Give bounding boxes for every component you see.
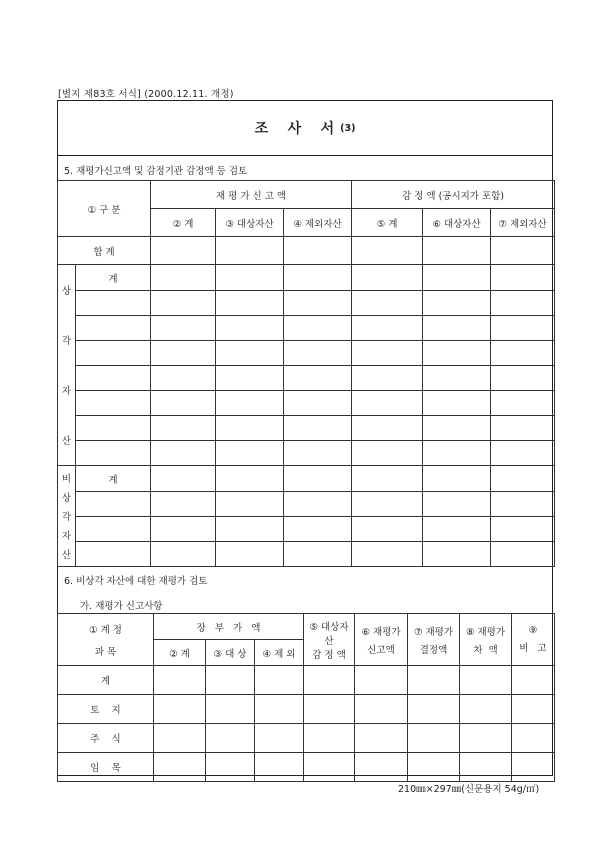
book-target-header: ③ 대 상	[206, 640, 255, 666]
input-cell[interactable]	[216, 492, 284, 517]
input-cell[interactable]	[76, 517, 151, 542]
input-cell[interactable]	[216, 441, 284, 466]
input-cell[interactable]	[151, 416, 216, 441]
input-cell[interactable]	[491, 265, 555, 291]
input-cell[interactable]	[491, 517, 555, 542]
input-cell[interactable]	[491, 291, 555, 316]
input-cell[interactable]	[76, 391, 151, 416]
table-row	[58, 753, 555, 782]
revaluation-decided-header: ⑦ 재평가 결정액	[408, 614, 460, 666]
grand-total-label: 합 계	[58, 237, 151, 265]
input-cell[interactable]	[154, 753, 206, 782]
input-cell[interactable]	[206, 753, 255, 782]
input-cell[interactable]	[151, 366, 216, 391]
input-cell[interactable]	[76, 441, 151, 466]
input-cell[interactable]	[423, 466, 491, 492]
input-cell[interactable]	[423, 517, 491, 542]
input-cell[interactable]	[408, 666, 460, 695]
revaluation-difference-header: ⑧ 재평가 차 액	[460, 614, 512, 666]
input-cell[interactable]	[151, 542, 216, 567]
declared-group-header: 재 평 가 신 고 액	[151, 181, 352, 209]
input-cell[interactable]	[423, 542, 491, 567]
input-cell[interactable]	[216, 237, 284, 265]
grand-total-row	[58, 237, 555, 265]
input-cell[interactable]	[352, 416, 423, 441]
input-cell[interactable]	[206, 724, 255, 753]
input-cell[interactable]	[423, 291, 491, 316]
appraised-target-header: ⑥ 대상자산	[423, 209, 491, 237]
input-cell[interactable]	[151, 441, 216, 466]
input-cell[interactable]	[491, 416, 555, 441]
input-cell[interactable]	[460, 753, 512, 782]
input-cell[interactable]	[154, 724, 206, 753]
valuation-review-table	[57, 180, 555, 567]
input-cell[interactable]	[355, 724, 408, 753]
input-cell[interactable]	[304, 666, 355, 695]
input-cell[interactable]	[355, 695, 408, 724]
table-row	[58, 695, 555, 724]
input-cell[interactable]	[206, 666, 255, 695]
input-cell[interactable]	[512, 695, 555, 724]
input-cell[interactable]	[76, 291, 151, 316]
input-cell[interactable]	[216, 291, 284, 316]
category-header: ① 구 분	[58, 181, 151, 237]
input-cell[interactable]	[154, 695, 206, 724]
input-cell[interactable]	[352, 237, 423, 265]
input-cell[interactable]	[491, 341, 555, 366]
input-cell[interactable]	[216, 517, 284, 542]
input-cell[interactable]	[154, 666, 206, 695]
input-cell[interactable]	[352, 341, 423, 366]
input-cell[interactable]	[352, 466, 423, 492]
input-cell[interactable]	[423, 492, 491, 517]
target-appraisal-header: ⑤ 대상자 산 감 정 액	[304, 614, 355, 666]
input-cell[interactable]	[151, 265, 216, 291]
input-cell[interactable]	[304, 695, 355, 724]
input-cell[interactable]	[512, 666, 555, 695]
input-cell[interactable]	[304, 724, 355, 753]
input-cell[interactable]	[408, 695, 460, 724]
input-cell[interactable]	[206, 695, 255, 724]
form-title	[58, 101, 552, 156]
input-cell[interactable]	[460, 666, 512, 695]
title-number: (3)	[340, 122, 356, 134]
input-cell[interactable]	[284, 416, 352, 441]
input-cell[interactable]	[491, 441, 555, 466]
depreciable-total-label: 계	[76, 265, 151, 291]
input-cell[interactable]	[491, 316, 555, 341]
input-cell[interactable]	[76, 366, 151, 391]
input-cell[interactable]	[216, 391, 284, 416]
input-cell[interactable]	[512, 753, 555, 782]
input-cell[interactable]	[284, 366, 352, 391]
declared-excluded-header: ④ 제외자산	[284, 209, 352, 237]
input-cell[interactable]	[284, 517, 352, 542]
section5-heading: 5. 재평가신고액 및 감정기관 감정액 등 검토	[64, 166, 248, 177]
input-cell[interactable]	[151, 391, 216, 416]
input-cell[interactable]	[151, 237, 216, 265]
input-cell[interactable]	[352, 291, 423, 316]
input-cell[interactable]	[255, 695, 304, 724]
input-cell[interactable]	[151, 316, 216, 341]
input-cell[interactable]	[151, 492, 216, 517]
section6-subheading: 가. 재평가 신고사항	[80, 601, 163, 612]
input-cell[interactable]	[512, 724, 555, 753]
declared-total-header: ② 계	[151, 209, 216, 237]
input-cell[interactable]	[352, 492, 423, 517]
input-cell[interactable]	[151, 466, 216, 492]
input-cell[interactable]	[216, 416, 284, 441]
input-cell[interactable]	[76, 341, 151, 366]
input-cell[interactable]	[216, 366, 284, 391]
input-cell[interactable]	[284, 492, 352, 517]
input-cell[interactable]	[355, 666, 408, 695]
input-cell[interactable]	[423, 391, 491, 416]
input-cell[interactable]	[423, 366, 491, 391]
input-cell[interactable]	[284, 316, 352, 341]
input-cell[interactable]	[255, 666, 304, 695]
input-cell[interactable]	[408, 724, 460, 753]
input-cell[interactable]	[76, 542, 151, 567]
row-label: 계	[58, 666, 154, 695]
input-cell[interactable]	[352, 391, 423, 416]
input-cell[interactable]	[423, 341, 491, 366]
nondepreciable-total-label: 계	[76, 466, 151, 492]
input-cell[interactable]	[216, 265, 284, 291]
input-cell[interactable]	[408, 753, 460, 782]
input-cell[interactable]	[491, 391, 555, 416]
input-cell[interactable]	[352, 441, 423, 466]
input-cell[interactable]	[491, 237, 555, 265]
input-cell[interactable]	[76, 416, 151, 441]
remarks-header: ⑨ 비 고	[512, 614, 555, 666]
input-cell[interactable]	[423, 237, 491, 265]
nondepreciable-review-table	[57, 613, 555, 782]
input-cell[interactable]	[284, 441, 352, 466]
appraised-total-header: ⑤ 계	[352, 209, 423, 237]
input-cell[interactable]	[284, 391, 352, 416]
form-number-label: [별지 제83호 서식] (2000.12.11. 개정)	[58, 89, 234, 100]
input-cell[interactable]	[255, 753, 304, 782]
input-cell[interactable]	[284, 291, 352, 316]
input-cell[interactable]	[352, 316, 423, 341]
input-cell[interactable]	[460, 724, 512, 753]
row-label: 토 지	[58, 695, 154, 724]
input-cell[interactable]	[216, 542, 284, 567]
input-cell[interactable]	[76, 492, 151, 517]
row-label: 임 목	[58, 753, 154, 782]
input-cell[interactable]	[284, 542, 352, 567]
account-header: ① 계 정 과 목	[58, 614, 154, 666]
input-cell[interactable]	[284, 341, 352, 366]
row-label: 주 식	[58, 724, 154, 753]
input-cell[interactable]	[151, 341, 216, 366]
input-cell[interactable]	[216, 316, 284, 341]
input-cell[interactable]	[491, 366, 555, 391]
input-cell[interactable]	[255, 724, 304, 753]
input-cell[interactable]	[76, 316, 151, 341]
input-cell[interactable]	[216, 466, 284, 492]
nondepreciable-assets-label: 비 상 각 자 산	[58, 466, 76, 567]
appraised-excluded-header: ⑦ 제외자산	[491, 209, 555, 237]
input-cell[interactable]	[491, 542, 555, 567]
input-cell[interactable]	[460, 695, 512, 724]
declared-target-header: ③ 대상자산	[216, 209, 284, 237]
book-excluded-header: ④ 제 외	[255, 640, 304, 666]
input-cell[interactable]	[423, 265, 491, 291]
appraised-group-header: 감 정 액 (공시지가 포함)	[352, 181, 555, 209]
input-cell[interactable]	[284, 237, 352, 265]
input-cell[interactable]	[304, 753, 355, 782]
input-cell[interactable]	[423, 316, 491, 341]
input-cell[interactable]	[216, 341, 284, 366]
input-cell[interactable]	[352, 542, 423, 567]
book-total-header: ② 계	[154, 640, 206, 666]
input-cell[interactable]	[423, 416, 491, 441]
revaluation-declared-header: ⑥ 재평가 신고액	[355, 614, 408, 666]
input-cell[interactable]	[491, 492, 555, 517]
input-cell[interactable]	[284, 466, 352, 492]
paper-spec-footer: 210㎜×297㎜(신문용지 54g/㎡)	[398, 784, 540, 795]
input-cell[interactable]	[355, 753, 408, 782]
section6-heading: 6. 비상각 자산에 대한 재평가 검토	[64, 576, 208, 587]
input-cell[interactable]	[423, 441, 491, 466]
title-text: 조 사 서	[254, 121, 335, 137]
input-cell[interactable]	[151, 517, 216, 542]
form-frame	[57, 100, 553, 776]
nondepreciable-total-row	[58, 466, 555, 492]
input-cell[interactable]	[352, 265, 423, 291]
depreciable-assets-label: 상 각 자 산	[58, 265, 76, 466]
input-cell[interactable]	[352, 517, 423, 542]
input-cell[interactable]	[352, 366, 423, 391]
input-cell[interactable]	[491, 466, 555, 492]
depreciable-total-row	[58, 265, 555, 291]
book-value-group-header: 장 부 가 액	[154, 614, 304, 640]
input-cell[interactable]	[284, 265, 352, 291]
table-row	[58, 724, 555, 753]
table-row	[58, 666, 555, 695]
input-cell[interactable]	[151, 291, 216, 316]
